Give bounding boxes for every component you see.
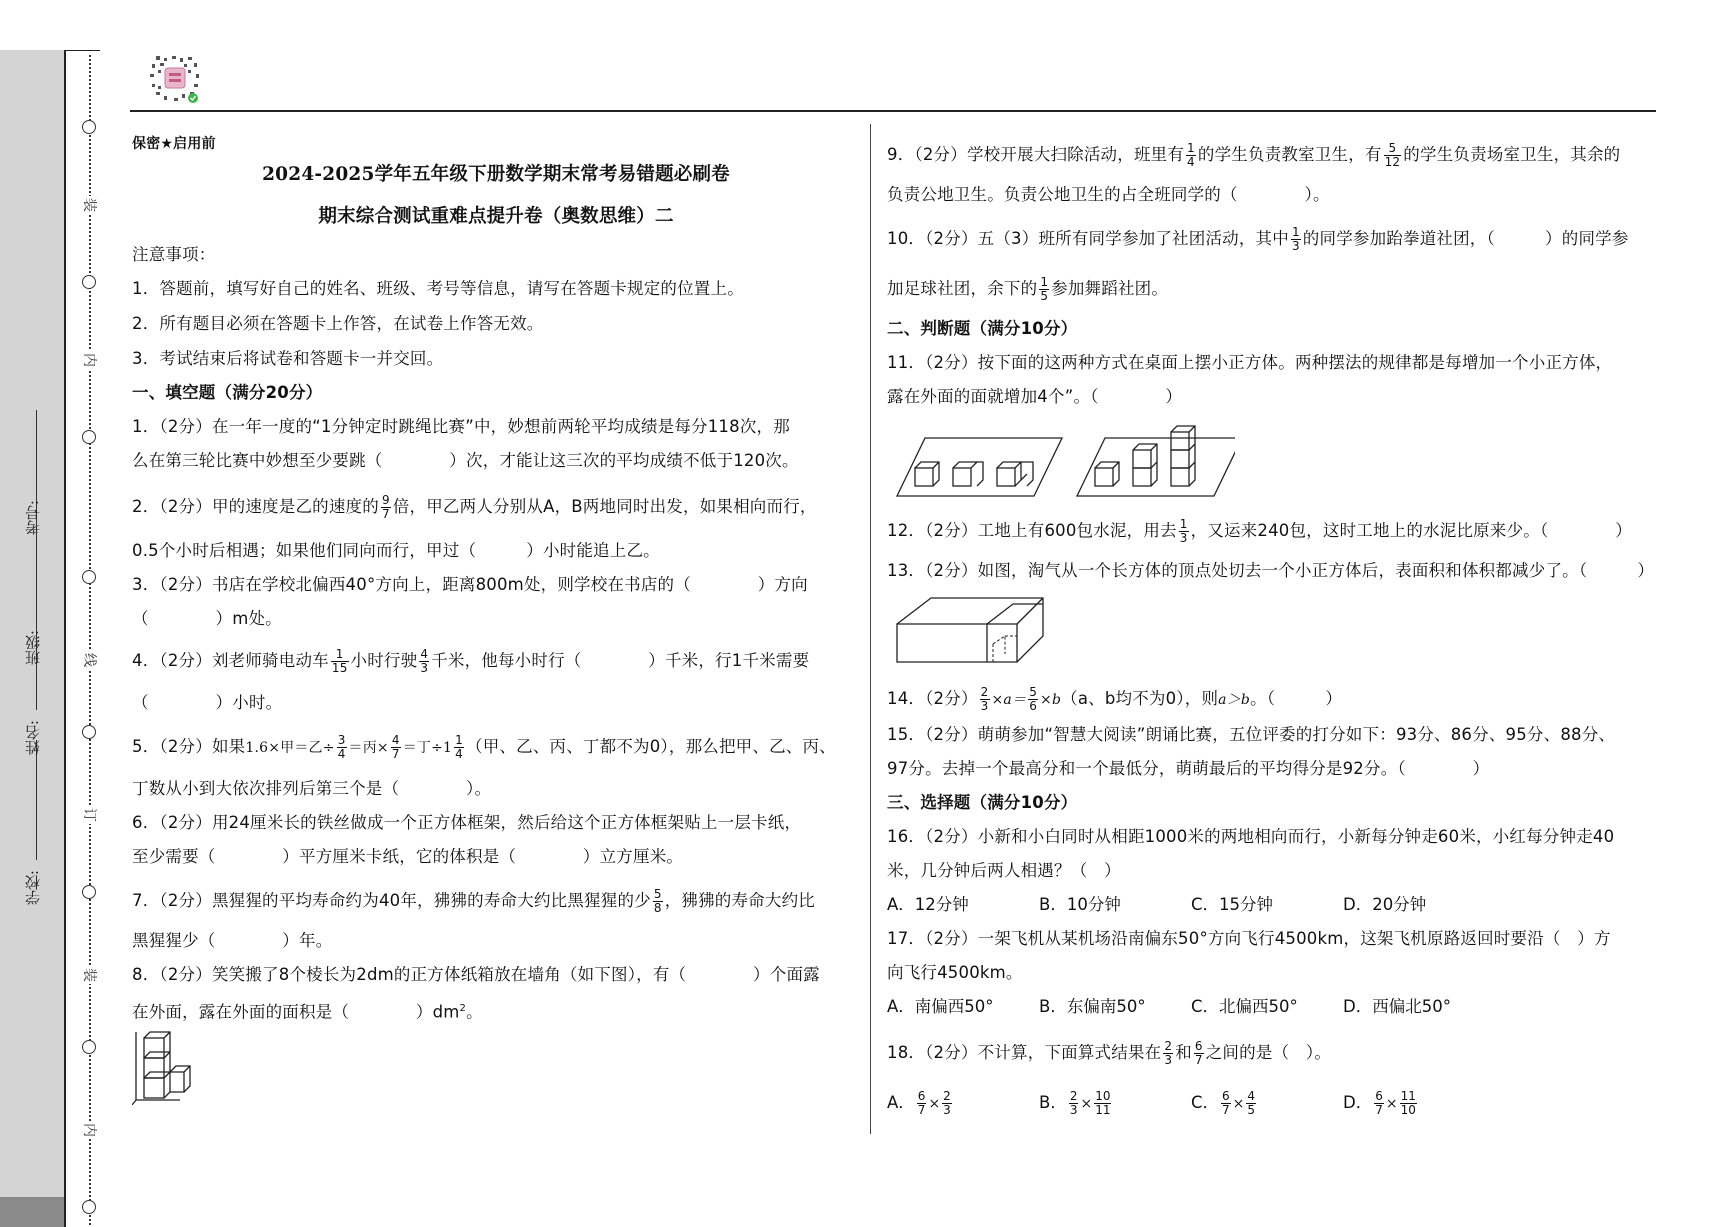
question-2: 2．（2分）甲的速度是乙的速度的 $\frac{9}{7}$ 倍，甲乙两人分别从A，B两地同时出发，如果相向而行， bbox=[132, 493, 817, 521]
option-d[interactable]: D． $\frac{6}{7}$ × $\frac{11}{10}$ bbox=[1343, 1089, 1416, 1117]
exam-title: 2024-2025学年五年级下册数学期末常考易错题必刷卷 bbox=[262, 164, 730, 185]
binding-hole bbox=[82, 430, 96, 444]
question-2-cont: 0.5个小时后相遇；如果他们同向而行，甲过（ ）小时能追上乙。 bbox=[132, 541, 660, 560]
question-17: 17．（2分）一架飞机从某机场沿南偏东50°方向飞行4500km，这架飞机原路返回时要沿（ ）方 bbox=[887, 929, 1611, 948]
option-a[interactable]: A． $\frac{6}{7}$ × $\frac{2}{3}$ bbox=[887, 1089, 951, 1117]
class-label: 班级: bbox=[24, 630, 42, 666]
binding-hole bbox=[82, 1040, 96, 1054]
question-10: 10．（2分）五（3）班所有同学参加了社团活动，其中 $\frac{1}{3}$ 的同学参加跆拳道社团，（ ）的同学参 bbox=[887, 225, 1629, 253]
binding-margin-bottom bbox=[0, 1197, 64, 1227]
question-15-cont: 97分。去掉一个最高分和一个最低分，萌萌最后的平均得分是92分。（ ） bbox=[887, 759, 1490, 778]
option-a[interactable]: A．南偏西50° bbox=[887, 997, 994, 1016]
column-divider bbox=[870, 124, 871, 1134]
binding-hole bbox=[82, 570, 96, 584]
question-16: 16．（2分）小新和小白同时从相距1000米的两地相向而行，小新每分钟走60米，小红每分钟走40 bbox=[887, 827, 1615, 846]
question-13: 13．（2分）如图，淘气从一个长方体的顶点处切去一个小正方体后，表面积和体积都减少了。（ ） bbox=[887, 561, 1655, 580]
question-16-cont: 米，几分钟后两人相遇？（ ） bbox=[887, 861, 1121, 880]
question-10-cont: 加足球社团，余下的 $\frac{1}{5}$ 参加舞蹈社团。 bbox=[887, 275, 1169, 303]
question-8-cont: 在外面，露在外面的面积是（ ）$dm^2$。 bbox=[132, 1002, 483, 1022]
binding-char: 线 bbox=[80, 651, 100, 669]
question-11: 11．（2分）按下面的这两种方式在桌面上摆小正方体。两种摆法的规律都是每增加一个小正方体， bbox=[887, 353, 1613, 372]
qr-code-icon bbox=[146, 54, 204, 104]
question-4: 4．（2分）刘老师骑电动车 $\frac{1}{15}$ 小时行驶 $\frac{4}{3}$ 千米，他每小时行（ ）千米，行1千米需要 bbox=[132, 647, 810, 675]
option-b[interactable]: B．东偏南50° bbox=[1039, 997, 1146, 1016]
question-3-cont: （ ）m处。 bbox=[132, 609, 282, 628]
binding-char: 订 bbox=[80, 806, 100, 824]
question-3: 3．（2分）书店在学校北偏西40°方向上，距离800m处，则学校在书店的（ ）方向 bbox=[132, 575, 808, 594]
question-5: 5．（2分）如果1.6×甲＝乙÷ $\frac{3}{4}$ ＝丙× $\frac{4}{7}$ ＝丁÷1 $\frac{1}{4}$ （甲、乙、丙、丁都不为0），那么把甲、乙、丙、 bbox=[132, 733, 836, 761]
school-label: 学校: bbox=[24, 870, 42, 906]
binding-hole bbox=[82, 120, 96, 134]
question-18: 18．（2分）不计算，下面算式结果在 $\frac{2}{3}$ 和 $\frac{6}{7}$ 之间的是（ ）。 bbox=[887, 1039, 1332, 1067]
question-6: 6．（2分）用24厘米长的铁丝做成一个正方体框架，然后给这个正方体框架贴上一层卡纸， bbox=[132, 813, 802, 832]
binding-char: 装 bbox=[80, 966, 100, 984]
binding-hole bbox=[82, 275, 96, 289]
note-item: 2．所有题目必须在答题卡上作答，在试卷上作答无效。 bbox=[132, 314, 544, 333]
section-heading-judge: 二、判断题（满分10分） bbox=[887, 319, 1078, 338]
binding-char: 装 bbox=[80, 196, 100, 214]
exam-subtitle: 期末综合测试重难点提升卷（奥数思维）二 bbox=[318, 206, 674, 227]
binding-hole bbox=[82, 725, 96, 739]
question-1-cont: 么在第三轮比赛中妙想至少要跳（ ）次，才能让这三次的平均成绩不低于120次。 bbox=[132, 451, 799, 470]
binding-hole bbox=[82, 1200, 96, 1214]
cube-arrangement-figure bbox=[895, 418, 1235, 500]
binding-char: 内 bbox=[80, 351, 100, 369]
option-d[interactable]: D．20分钟 bbox=[1343, 895, 1427, 914]
binding-line bbox=[82, 50, 98, 1227]
section-heading-choice: 三、选择题（满分10分） bbox=[887, 793, 1078, 812]
question-9-cont: 负责公地卫生。负责公地卫生的占全班同学的（ ）。 bbox=[887, 185, 1330, 204]
question-4-cont: （ ）小时。 bbox=[132, 693, 283, 712]
question-1: 1．（2分）在一年一度的“1分钟定时跳绳比赛”中，妙想前两轮平均成绩是每分118次，那 bbox=[132, 417, 790, 436]
binding-char: 内 bbox=[80, 1121, 100, 1139]
question-14: 14．（2分） $\frac{2}{3}$ ×a＝ $\frac{5}{6}$ ×b（a、b均不为0），则a＞b。（ ） bbox=[887, 685, 1343, 713]
note-item: 1．答题前，填写好自己的姓名、班级、考号等信息，请写在答题卡规定的位置上。 bbox=[132, 279, 744, 298]
stacked-boxes-figure bbox=[132, 1030, 194, 1105]
exam-number-field bbox=[10, 400, 50, 570]
option-d[interactable]: D．西偏北50° bbox=[1343, 997, 1451, 1016]
option-c[interactable]: C． $\frac{6}{7}$ × $\frac{4}{5}$ bbox=[1191, 1089, 1256, 1117]
confidential-mark: 保密★启用前 bbox=[132, 136, 216, 152]
note-item: 3．考试结束后将试卷和答题卡一并交回。 bbox=[132, 349, 444, 368]
binding-border bbox=[64, 50, 66, 1227]
option-c[interactable]: C．北偏西50° bbox=[1191, 997, 1298, 1016]
question-17-cont: 向飞行4500km。 bbox=[887, 963, 1023, 982]
question-5-cont: 丁数从小到大依次排列后第三个是（ ）。 bbox=[132, 779, 492, 798]
option-b[interactable]: B．10分钟 bbox=[1039, 895, 1121, 914]
question-12: 12．（2分）工地上有600包水泥，用去 $\frac{1}{3}$ ，又运来240包，这时工地上的水泥比原来少。（ ） bbox=[887, 517, 1632, 545]
question-9: 9．（2分）学校开展大扫除活动，班里有 $\frac{1}{4}$ 的学生负责教室卫生，有 $\frac{5}{12}$ 的学生负责场室卫生，其余的 bbox=[887, 141, 1621, 169]
option-b[interactable]: B． $\frac{2}{3}$ × $\frac{10}{11}$ bbox=[1039, 1089, 1111, 1117]
header-rule bbox=[130, 110, 1656, 112]
section-heading-fill: 一、填空题（满分20分） bbox=[132, 383, 323, 402]
name-label: 姓名: bbox=[24, 720, 42, 756]
option-a[interactable]: A．12分钟 bbox=[887, 895, 969, 914]
binding-hole bbox=[82, 885, 96, 899]
question-7-cont: 黑猩猩少（ ）年。 bbox=[132, 931, 333, 950]
notes-heading: 注意事项： bbox=[132, 245, 216, 264]
exam-number-label: 考号: bbox=[24, 500, 42, 536]
question-8: 8．（2分）笑笑搬了8个棱长为2dm的正方体纸箱放在墙角（如下图），有（ ）个面露 bbox=[132, 965, 820, 984]
question-11-cont: 露在外面的面就增加4个”。（ ） bbox=[887, 387, 1183, 406]
question-6-cont: 至少需要（ ）平方厘米卡纸，它的体积是（ ）立方厘米。 bbox=[132, 847, 684, 866]
option-c[interactable]: C．15分钟 bbox=[1191, 895, 1274, 914]
question-15: 15．（2分）萌萌参加“智慧大阅读”朗诵比赛，五位评委的打分如下：93分、86分、95分、88分、 bbox=[887, 725, 1616, 744]
cut-cuboid-figure bbox=[895, 594, 1045, 666]
question-7: 7．（2分）黑猩猩的平均寿命约为40年，狒狒的寿命大约比黑猩猩的少 $\frac{5}{8}$ ，狒狒的寿命大约比 bbox=[132, 887, 815, 915]
